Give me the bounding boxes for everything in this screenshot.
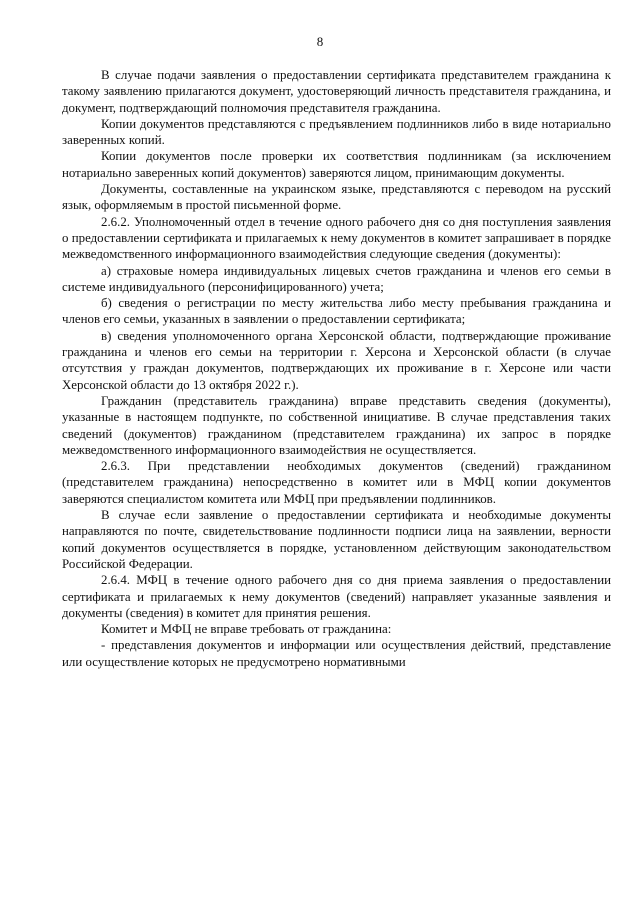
paragraph-postal-submission: В случае если заявление о предоставлении сертификата и необходимые документы направляются по почте, свидетельствование подлинности подписи лица на заявлении, верности копий документов осуществляется в порядке, установленном действующим законодательством Российской Федерации.: [62, 508, 611, 571]
paragraph-list-item-documents: - представления документов и информации или осуществления действий, представление или осуществление которых не предусмотрено нормативными: [62, 638, 611, 669]
paragraph-2-6-4: 2.6.4. МФЦ в течение одного рабочего дня со дня приема заявления о предоставлении сертификата и прилагаемых к нему документов (сведений) направляет указанные заявления и документы (сведения) в комитет для принятия решения.: [62, 573, 611, 620]
paragraph-not-entitled: Комитет и МФЦ не вправе требовать от гражданина:: [101, 622, 392, 637]
page-number: 8: [316, 34, 324, 49]
paragraph-2-6-3: 2.6.3. При представлении необходимых документов (сведений) гражданином (представителем гражданина) непосредственно в комитет или в МФЦ копии документов заверяются специалистом комитета или МФЦ при предъявлении подлинников.: [62, 459, 611, 506]
paragraph-ukrainian-documents: Документы, составленные на украинском языке, представляются с переводом на русский язык, оформляемым в простой письменной форме.: [62, 182, 611, 213]
paragraph-representative-documents: В случае подачи заявления о предоставлении сертификата представителем гражданина к такому заявлению прилагаются документ, удостоверяющий личность представителя гражданина, и документ, подтверждающий полномочия представителя гражданина.: [62, 68, 611, 115]
paragraph-2-6-2: 2.6.2. Уполномоченный отдел в течение одного рабочего дня со дня поступления заявления о предоставлении сертификата и прилагаемых к нему документов в комитет запрашивает в порядке межведомственного информационного взаимодействия следующие сведения (документы):: [62, 214, 611, 262]
paragraph-copies-originals: Копии документов представляются с предъявлением подлинников либо в виде нотариально заверенных копий.: [62, 116, 611, 148]
paragraph-own-initiative: Гражданин (представитель гражданина) вправе представить сведения (документы), указанные в настоящем подпункте, по собственной инициативе. В случае представления таких сведений (документов) гражданином (представителем гражданина) их запрос в порядке межведомственного информационного взаимодействия не осуществляется.: [62, 393, 611, 457]
document-body: [62, 67, 611, 670]
paragraph-item-v: в) сведения уполномоченного органа Херсонской области, подтверждающие проживание гражданина и членов его семьи на территории г. Херсона и Херсонской области (в случае отсутствия у граждан документов, подтверждающих их проживание в г. Херсоне или части Херсонской области до 13 октября 2022 г.).: [62, 328, 611, 392]
paragraph-copies-certification: Копии документов после проверки их соответствия подлинникам (за исключением нотариально заверенных копий документов) заверяются лицом, принимающим документы.: [62, 149, 611, 180]
paragraph-item-a: а) страховые номера индивидуальных лицевых счетов гражданина и членов его семьи в системе индивидуального (персонифицированного) учета;: [62, 263, 611, 294]
paragraph-item-b: б) сведения о регистрации по месту жительства либо месту пребывания гражданина и членов его семьи, указанных в заявлении о предоставлении сертификата;: [62, 296, 611, 327]
